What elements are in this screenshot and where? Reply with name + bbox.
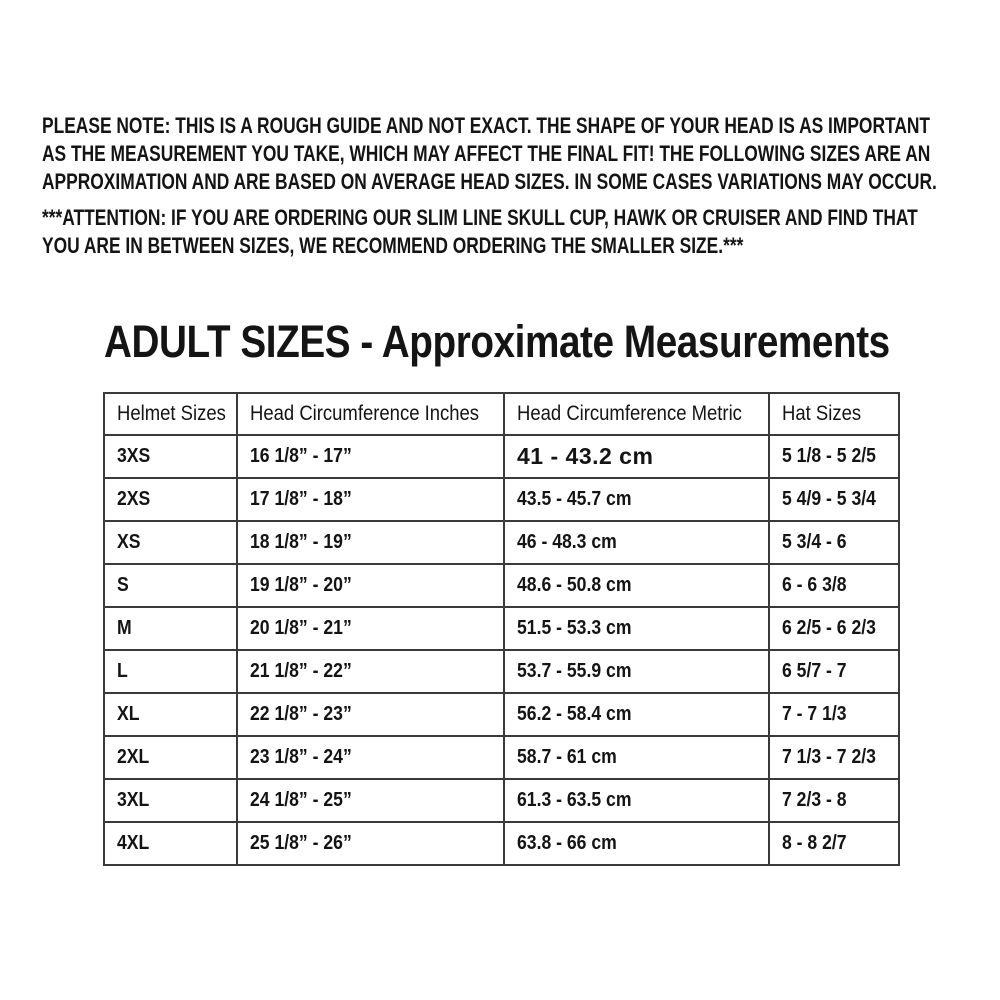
page-title-text: ADULT SIZES - Approximate Measurements [104,316,890,367]
inches-cell [237,736,504,779]
inches-cell-text: 19 1/8” - 20” [250,574,352,596]
helmet-size-cell-text: XS [117,531,141,553]
inches-cell-text: 16 1/8” - 17” [250,445,352,467]
size-table-body [104,435,899,865]
helmet-size-cell [104,435,237,478]
helmet-size-cell-text: 2XS [117,488,151,510]
inches-cell-text: 22 1/8” - 23” [250,703,352,725]
helmet-size-cell [104,650,237,693]
please-note-paragraph [42,112,1000,196]
table-header-row [104,393,899,435]
metric-cell [504,822,769,865]
hat-size-cell-text: 5 4/9 - 5 3/4 [782,488,876,510]
metric-cell [504,693,769,736]
table-row [104,736,899,779]
helmet-size-cell [104,822,237,865]
col-header-hat-sizes-text: Hat Sizes [782,402,862,425]
inches-cell-text: 20 1/8” - 21” [250,617,352,639]
helmet-size-cell-text: 3XL [117,789,150,811]
metric-cell [504,564,769,607]
helmet-size-cell [104,779,237,822]
hat-size-cell [769,435,899,478]
metric-cell-text: 58.7 - 61 cm [517,746,617,768]
metric-cell-text: 46 - 48.3 cm [517,531,617,553]
helmet-size-cell-text: S [117,574,129,596]
metric-cell [504,736,769,779]
helmet-size-cell-text: M [117,617,132,639]
helmet-size-cell [104,693,237,736]
hat-size-cell [769,693,899,736]
inches-cell [237,564,504,607]
inches-cell-text: 25 1/8” - 26” [250,832,352,854]
helmet-size-cell [104,521,237,564]
helmet-size-cell [104,564,237,607]
hat-size-cell-text: 6 2/5 - 6 2/3 [782,617,876,639]
table-row [104,650,899,693]
inches-cell [237,607,504,650]
metric-cell [504,435,769,478]
helmet-size-cell [104,607,237,650]
helmet-size-cell-text: 2XL [117,746,150,768]
metric-cell [504,779,769,822]
helmet-size-cell-text: 4XL [117,832,150,854]
inches-cell [237,822,504,865]
helmet-size-cell-text: L [117,660,128,682]
hat-size-cell [769,564,899,607]
table-row [104,822,899,865]
hat-size-cell-text: 8 - 8 2/7 [782,832,847,854]
metric-cell-text: 48.6 - 50.8 cm [517,574,632,596]
helmet-size-cell-text: 3XS [117,445,151,467]
inches-cell-text: 23 1/8” - 24” [250,746,352,768]
col-header-circumference-inches [237,393,504,435]
inches-cell [237,478,504,521]
inches-cell [237,693,504,736]
metric-cell-text: 43.5 - 45.7 cm [517,488,632,510]
table-row [104,607,899,650]
hat-size-cell-text: 7 1/3 - 7 2/3 [782,746,876,768]
inches-cell-text: 21 1/8” - 22” [250,660,352,682]
inches-cell-text: 24 1/8” - 25” [250,789,352,811]
metric-cell-text: 53.7 - 55.9 cm [517,660,632,682]
metric-cell [504,650,769,693]
col-header-helmet-sizes [104,393,237,435]
hat-size-cell [769,607,899,650]
helmet-size-cell-text: XL [117,703,140,725]
metric-cell-text: 51.5 - 53.3 cm [517,617,632,639]
table-row [104,779,899,822]
col-header-circumference-inches-text: Head Circumference Inches [250,402,480,425]
col-header-circumference-metric-text: Head Circumference Metric [517,402,742,425]
inches-cell [237,521,504,564]
helmet-size-cell [104,478,237,521]
please-note-text: PLEASE NOTE: THIS IS A ROUGH GUIDE AND NOT EXACT. THE SHAPE OF YOUR HEAD IS AS IMPORTANT AS THE MEASUREMENT YOU TAKE, WHICH MAY AFFECT THE FINAL FIT! THE FOLLOWING SIZES ARE AN APPROXIMATION AND ARE BASED ON AVERAGE HEAD SIZES. IN SOME CASES VARIATIONS MAY OCCUR. [42,113,937,194]
metric-cell-text: 63.8 - 66 cm [517,832,617,854]
col-header-helmet-sizes-text: Helmet Sizes [117,402,226,425]
table-row [104,521,899,564]
metric-cell-text: 41 - 43.2 cm [517,443,654,469]
metric-cell-text: 56.2 - 58.4 cm [517,703,632,725]
hat-size-cell-text: 7 2/3 - 8 [782,789,847,811]
table-row [104,478,899,521]
inches-cell-text: 18 1/8” - 19” [250,531,352,553]
inches-cell [237,650,504,693]
hat-size-cell [769,521,899,564]
hat-size-cell-text: 6 5/7 - 7 [782,660,847,682]
hat-size-cell-text: 6 - 6 3/8 [782,574,847,596]
col-header-circumference-metric [504,393,769,435]
table-row [104,693,899,736]
metric-cell [504,478,769,521]
inches-cell-text: 17 1/8” - 18” [250,488,352,510]
hat-size-cell [769,478,899,521]
table-row [104,564,899,607]
size-table [103,392,900,866]
hat-size-cell [769,650,899,693]
table-row [104,435,899,478]
hat-size-cell-text: 7 - 7 1/3 [782,703,847,725]
hat-size-cell [769,736,899,779]
page-title [104,318,1000,366]
metric-cell [504,607,769,650]
metric-cell [504,521,769,564]
attention-paragraph [42,204,1000,260]
hat-size-cell [769,822,899,865]
helmet-size-cell [104,736,237,779]
hat-size-cell [769,779,899,822]
inches-cell [237,779,504,822]
col-header-hat-sizes [769,393,899,435]
hat-size-cell-text: 5 3/4 - 6 [782,531,847,553]
hat-size-cell-text: 5 1/8 - 5 2/5 [782,445,876,467]
attention-text: ***ATTENTION: IF YOU ARE ORDERING OUR SLIM LINE SKULL CUP, HAWK OR CRUISER AND FIND THAT YOU ARE IN BETWEEN SIZES, WE RECOMMEND ORDERING THE SMALLER SIZE.*** [42,205,918,258]
inches-cell [237,435,504,478]
metric-cell-text: 61.3 - 63.5 cm [517,789,632,811]
